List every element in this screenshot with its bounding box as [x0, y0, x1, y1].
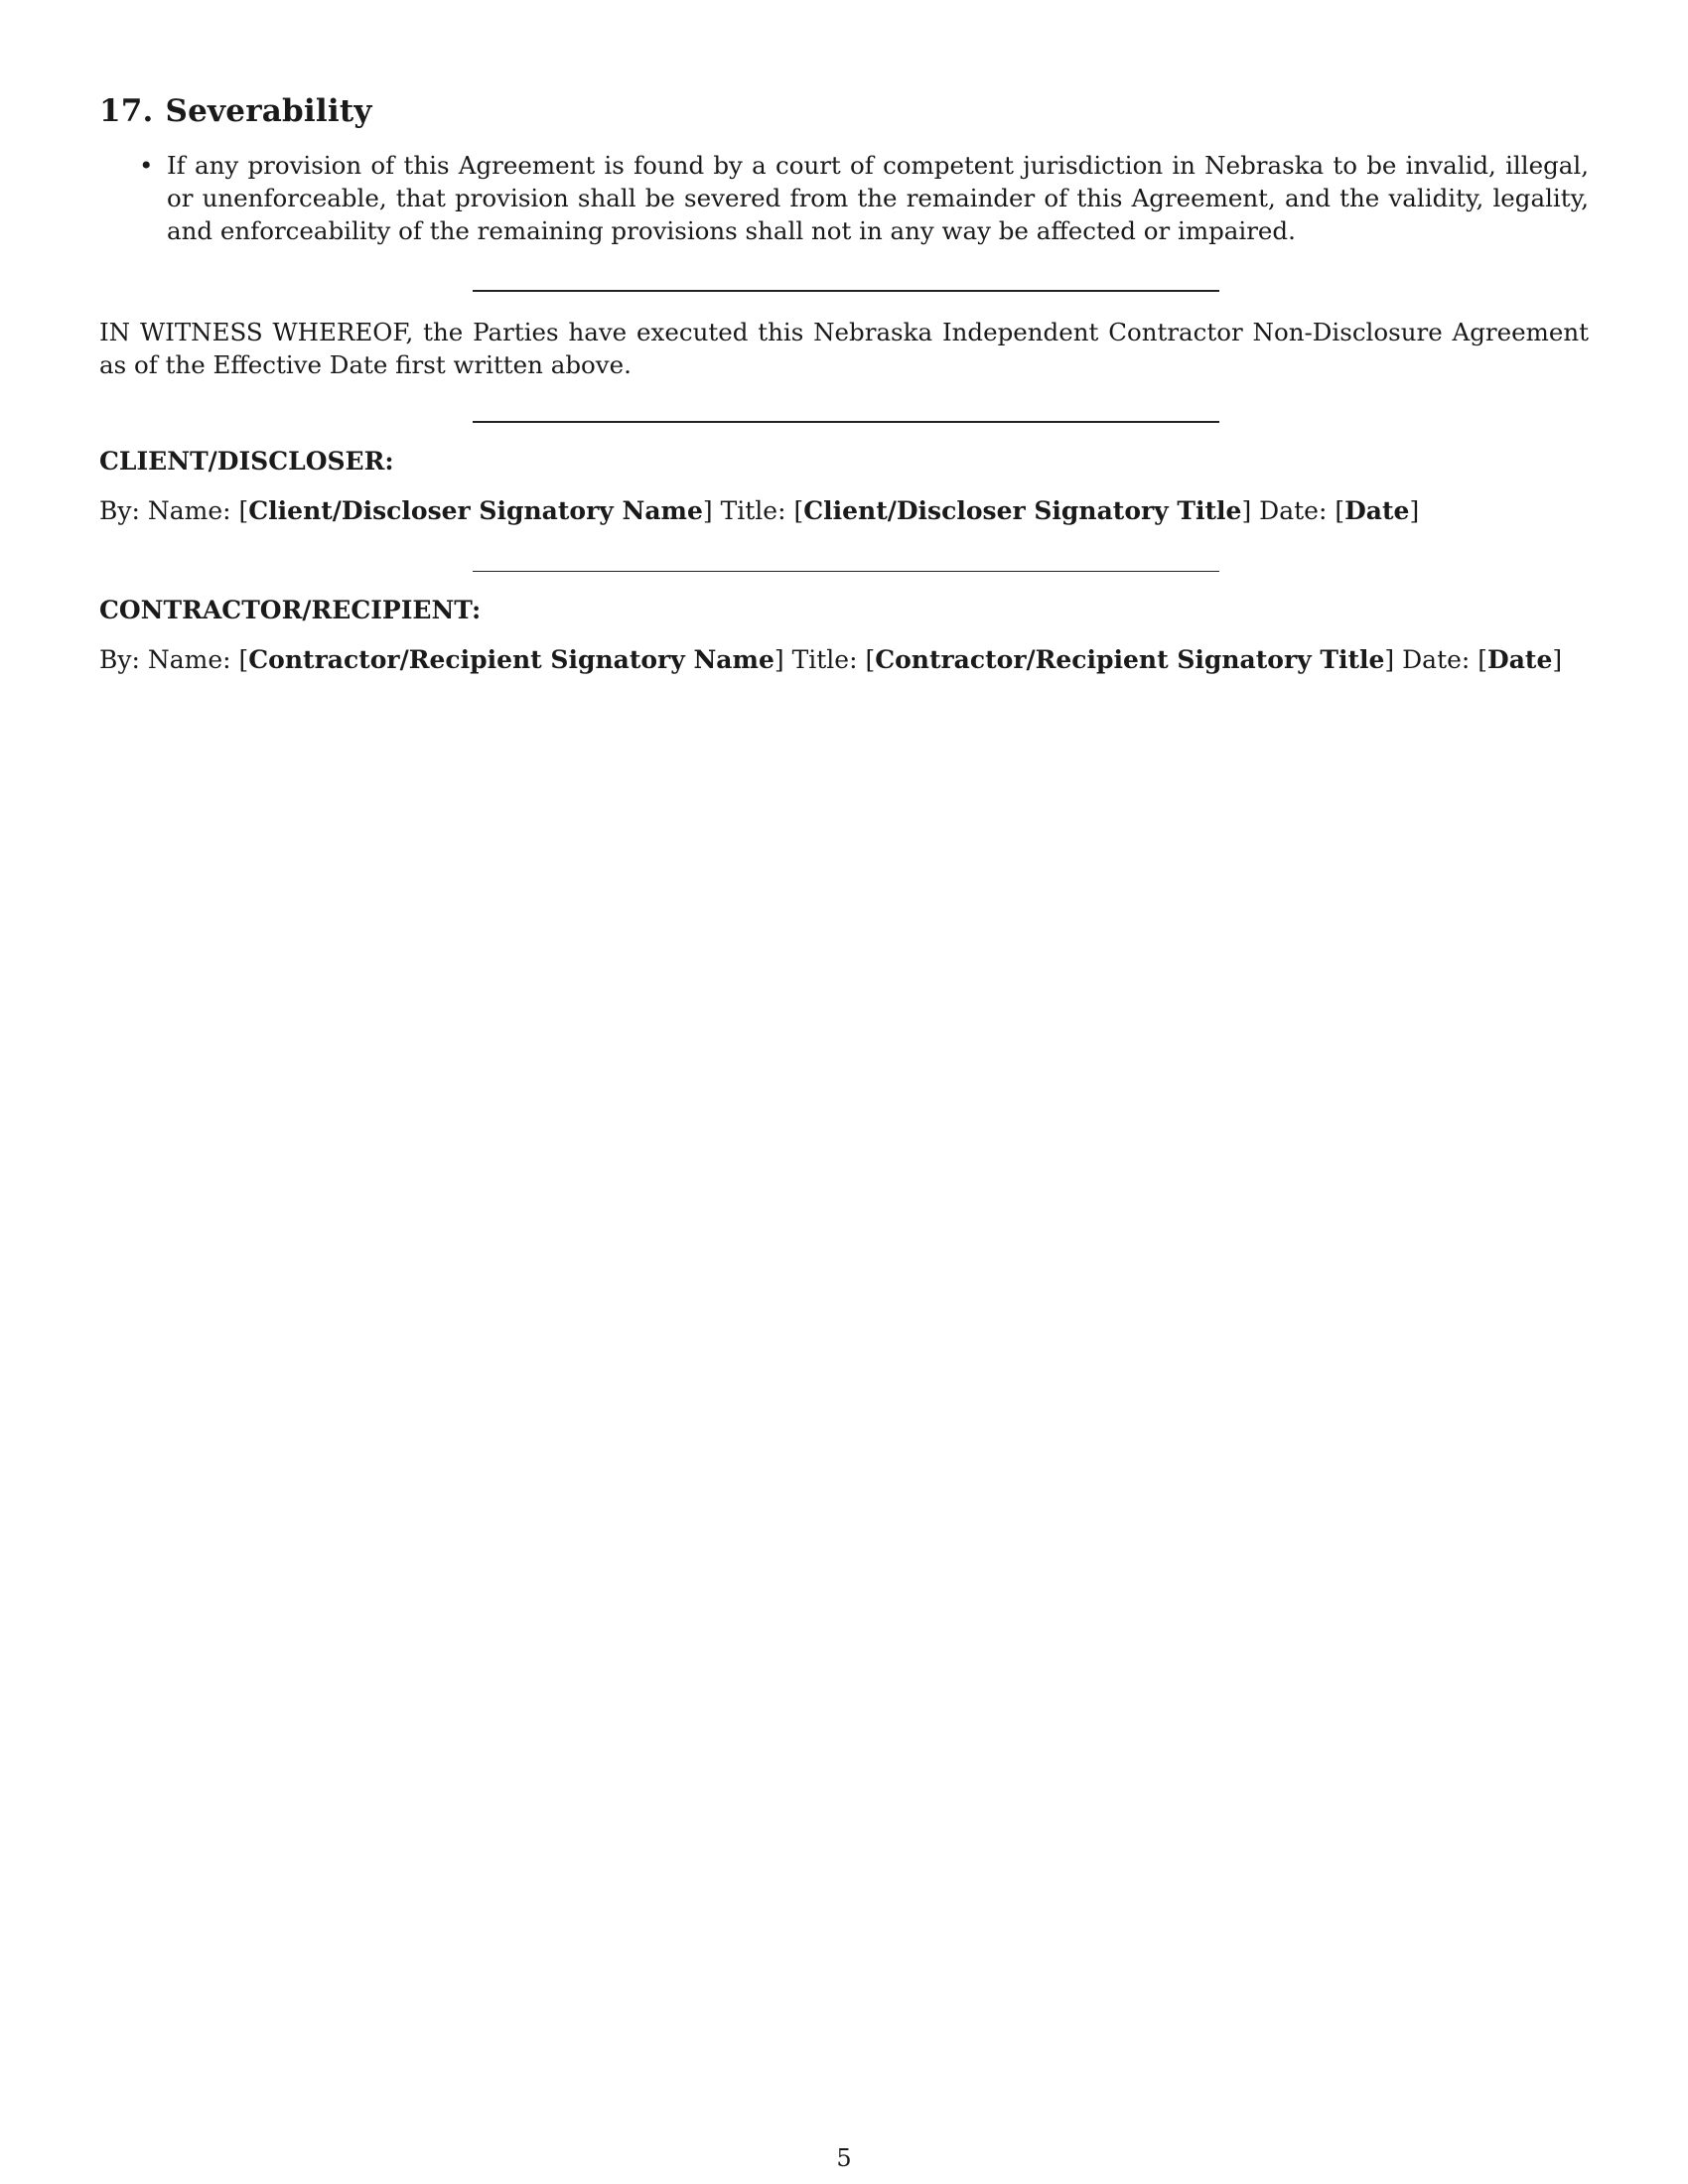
client-by-label: By: Name: [99, 496, 231, 525]
bullet-icon: • [139, 151, 154, 180]
client-name-placeholder: Client/Discloser Signatory Name [248, 496, 703, 525]
client-date-placeholder: Date [1344, 496, 1410, 525]
contractor-title-label: Title: [791, 645, 858, 674]
contractor-name-placeholder: Contractor/Recipient Signatory Name [248, 645, 774, 674]
client-title-placeholder: Client/Discloser Signatory Title [803, 496, 1242, 525]
document-page [99, 0, 1589, 2184]
list-item [99, 149, 1589, 247]
severability-list [99, 149, 1589, 247]
divider [473, 421, 1219, 423]
contractor-by-label: By: Name: [99, 645, 231, 674]
contractor-date-placeholder: Date [1487, 645, 1553, 674]
signature-divider [473, 571, 1219, 572]
contractor-signature-line: By: Name: [Contractor/Recipient Signatory Name] Title: [Contractor/Recipient Signatory Title] Date: [Date] [99, 645, 1563, 674]
severability-text: If any provision of this Agreement is found by a court of competent jurisdiction in Nebraska to be invalid, illegal, or unenforceable, that provision shall be severed from the remainder of this Agreement, and the validity, legality, and enforceability of the remaining provisions shall not in any way be affected or impaired. [167, 151, 1589, 245]
section-heading [99, 93, 372, 129]
contractor-title-placeholder: Contractor/Recipient Signatory Title [875, 645, 1385, 674]
section-number: 17. [99, 93, 154, 129]
witness-clause: IN WITNESS WHEREOF, the Parties have executed this Nebraska Independent Contractor Non-Disclosure Agreement as of the Effective Date first written above. [99, 318, 1589, 379]
contractor-date-label: Date: [1402, 645, 1471, 674]
page-number: 5 [836, 2144, 852, 2172]
client-date-label: Date: [1259, 496, 1328, 525]
client-signature-line: By: Name: [Client/Discloser Signatory Name] Title: [Client/Discloser Signatory Title] Date: [Date] [99, 496, 1420, 525]
contractor-heading: CONTRACTOR/RECIPIENT: [99, 596, 482, 624]
section-title: Severability [165, 93, 372, 129]
divider [473, 290, 1219, 292]
client-title-label: Title: [720, 496, 786, 525]
client-heading: CLIENT/DISCLOSER: [99, 447, 394, 476]
